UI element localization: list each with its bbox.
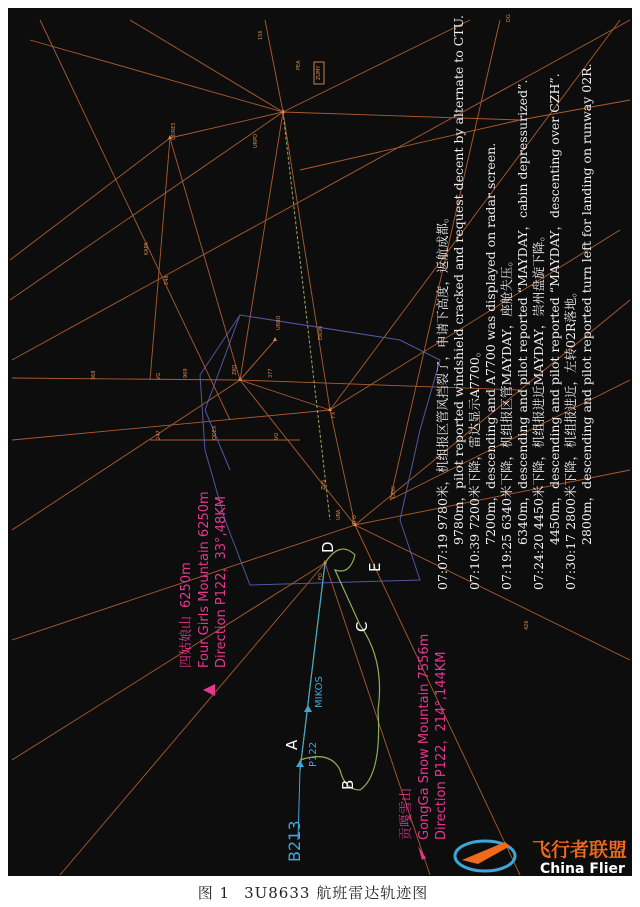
event-1-cn: 07:07:199780米，机组报区管风挡裂了，申请下高度，返航成都。 [435,210,450,590]
fix-label: ZUMY [316,65,322,80]
four-girls-name-en: Four Girls Mountain 6250m [197,491,212,668]
figure-caption [0,880,640,907]
fix-label: 377 [268,368,274,378]
caption-number: 图 1 [197,884,231,902]
event-4-cn: 07:24:204450米下降，机组报进近MAYDAY，崇州盘旋下降。 [531,229,546,590]
four-girls-direction: Direction P122，33°,48KM [214,496,229,668]
fix-label: 368 [91,370,97,380]
fix-label: EKON [318,326,324,340]
b213-label: B213 [285,820,304,862]
event-2-cn: 07:10:397200米下降，雷达显示A7700。 [467,344,482,590]
point-c: C [353,621,371,632]
fix-label: 247 [156,430,162,440]
watermark-brand-en: China Flier [540,861,625,877]
point-e: E [366,562,384,572]
fix-label: VG [156,372,162,380]
fix-label: 156 [258,30,264,40]
point-a: A [283,739,301,750]
gongga-direction: Direction P122，214°,144KM [434,651,449,840]
fix-label: 248 [164,275,170,285]
event-1-en: 9780m，pilot reported windshield cracked and request decent by alternate to CTU. [451,14,466,545]
fix-label: DG [506,14,512,22]
p122-label: P122 [308,741,319,767]
fix-label: PEA [296,60,302,70]
fix-label: FO [318,573,324,580]
event-5-en: 2800m，descending and pilot reported turn left for landing on runway 02R. [579,63,594,545]
fix-label: FX [331,411,337,418]
gongga-name-en: GongGa Snow Mountain 7556m [417,633,432,840]
fix-label: ZKO [232,364,238,375]
fix-label: KAPA [144,242,150,255]
four-girls-name-cn: 四姑娘山6250m [179,562,194,668]
fix-label: URA [336,509,342,520]
fix-label: URBO [276,315,282,330]
fix-label: 969 [183,368,189,378]
event-3-cn: 07:19:256340米下降，机组报区管MAYDAY，座舱失压。 [499,254,514,590]
gongga-name-cn: 贡嘎雪山 [399,787,414,840]
fix-label: DEKI [391,486,397,498]
event-4-en: 4450m，descending and pilot reported “MAYDAY，descenting over CZH”. [547,73,562,545]
fix-label: URPO [253,133,259,148]
mikos-label: MIKOS [314,676,325,708]
event-5-cn: 07:30:172800米下降，机组报进近，左转02R落地。 [563,285,578,590]
fix-label: ODEX [212,425,218,440]
fix-label: 426 [524,620,530,630]
event-2-en: 7200m，descending and A7700 was displayed on radar screen. [483,142,498,545]
fix-label: ZUS [321,479,327,490]
event-3-en: 6340m，descending and pilot reported “MAYDAY，cabin depressurized”. [515,79,530,545]
fix-label: TFO [352,515,358,525]
fix-label: VO [274,432,280,440]
watermark-brand-cn: 飞行者联盟 [532,839,628,861]
fix-label: ODRES [171,122,177,140]
point-d: D [319,541,337,553]
point-b: B [339,779,357,790]
caption-title: 3U8633 航班雷达轨迹图 [244,884,429,902]
